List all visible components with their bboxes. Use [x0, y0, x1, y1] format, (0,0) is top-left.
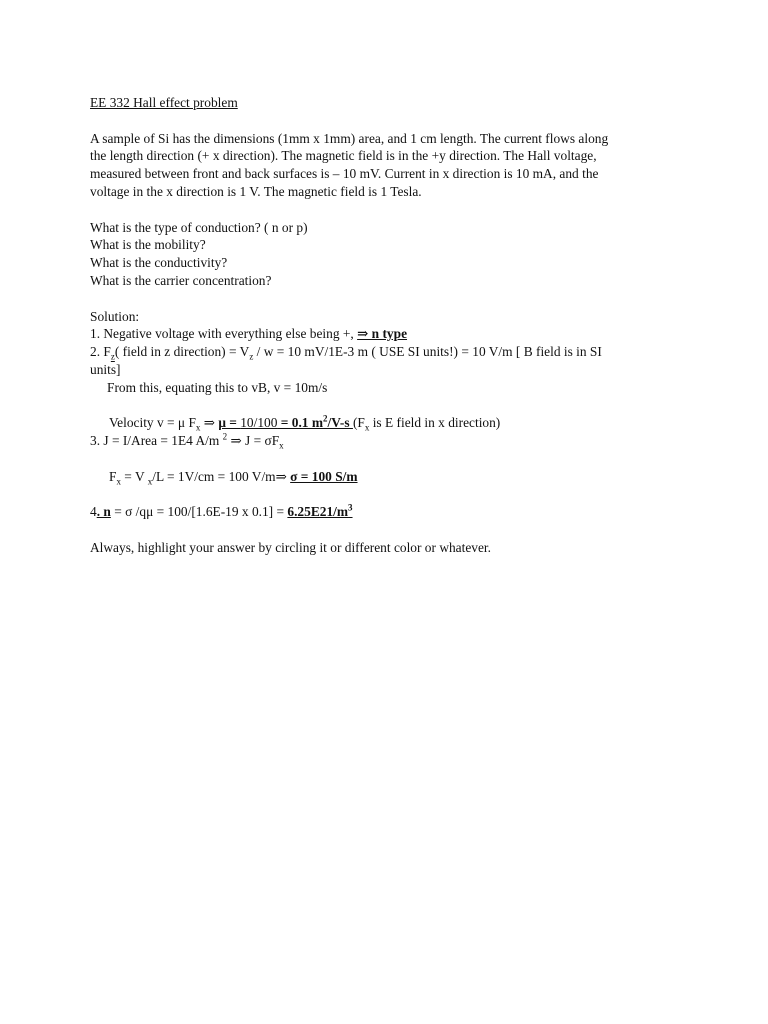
answer-mobility: = 0.1 $m^2/V-s$ — [277, 413, 353, 431]
problem-line: measured between front and back surfaces is – 10 mV. Current in x direction is 10 mA, and the — [90, 166, 599, 182]
solution-step-2: 2. $F_z$( field in z direction) = $V_z / w = 10$ mV/1E-3 m ( USE SI units!) = 10 V/m [ B field is in SI — [90, 344, 602, 362]
solution-step-1: 1. Negative voltage with everything else being +, ⇒ n type — [90, 326, 408, 342]
answer-conductivity: σ = 100 S/m — [290, 468, 358, 484]
document-title: EE 332 Hall effect problem — [90, 95, 238, 110]
problem-line: A sample of Si has the dimensions (1mm x 1mm) area, and 1 cm length. The current flows along — [90, 130, 609, 146]
solution-step-3: 3. J = I/Area = 1E4 A/m $^2$ ⇒ $J = \sigma F_x$ — [90, 431, 284, 451]
questions-list — [90, 219, 690, 290]
solution-heading: Solution: — [90, 308, 140, 324]
answer-carrier-concentration: $6.25E21/m^3$ — [287, 502, 353, 520]
solution-section — [90, 308, 690, 522]
closing-note: Always, highlight your answer by circling it or different color or whatever. — [90, 539, 491, 555]
question-item: What is the conductivity? — [90, 255, 228, 271]
question-item: What is the carrier concentration? — [90, 272, 272, 288]
solution-step-4: 4. n = σ /qμ = 100/[1.6E-19 x $0.1] = 6.25E21/m^3$ — [90, 502, 353, 520]
solution-velocity-line: Velocity v = μ $F_x$ ⇒ μ = 10/100 = 0.1 $m^2/V-s$ ($F_x$ is E field in x direction) — [109, 413, 501, 434]
document-body — [90, 94, 690, 557]
problem-line: the length direction (+ x direction). The magnetic field is in the +y direction. The Hall voltage, — [90, 148, 597, 164]
mobility-symbol: μ = — [218, 415, 241, 431]
solution-field-line: $F_x = V$ $_x$/L = 1V/cm = 100 V/m⇒ σ = 100 S/m — [109, 468, 358, 487]
question-item: What is the mobility? — [90, 237, 206, 253]
answer-conduction-type: ⇒ n type — [357, 326, 408, 342]
question-item: What is the type of conduction? ( n or p) — [90, 219, 308, 235]
problem-line: voltage in the x direction is 1 V. The magnetic field is 1 Tesla. — [90, 183, 422, 199]
solution-step-2-cont: units] — [90, 361, 121, 377]
solution-step-2-velocity: From this, equating this to vB, v = 10m/s — [107, 379, 328, 395]
problem-statement — [90, 130, 690, 201]
